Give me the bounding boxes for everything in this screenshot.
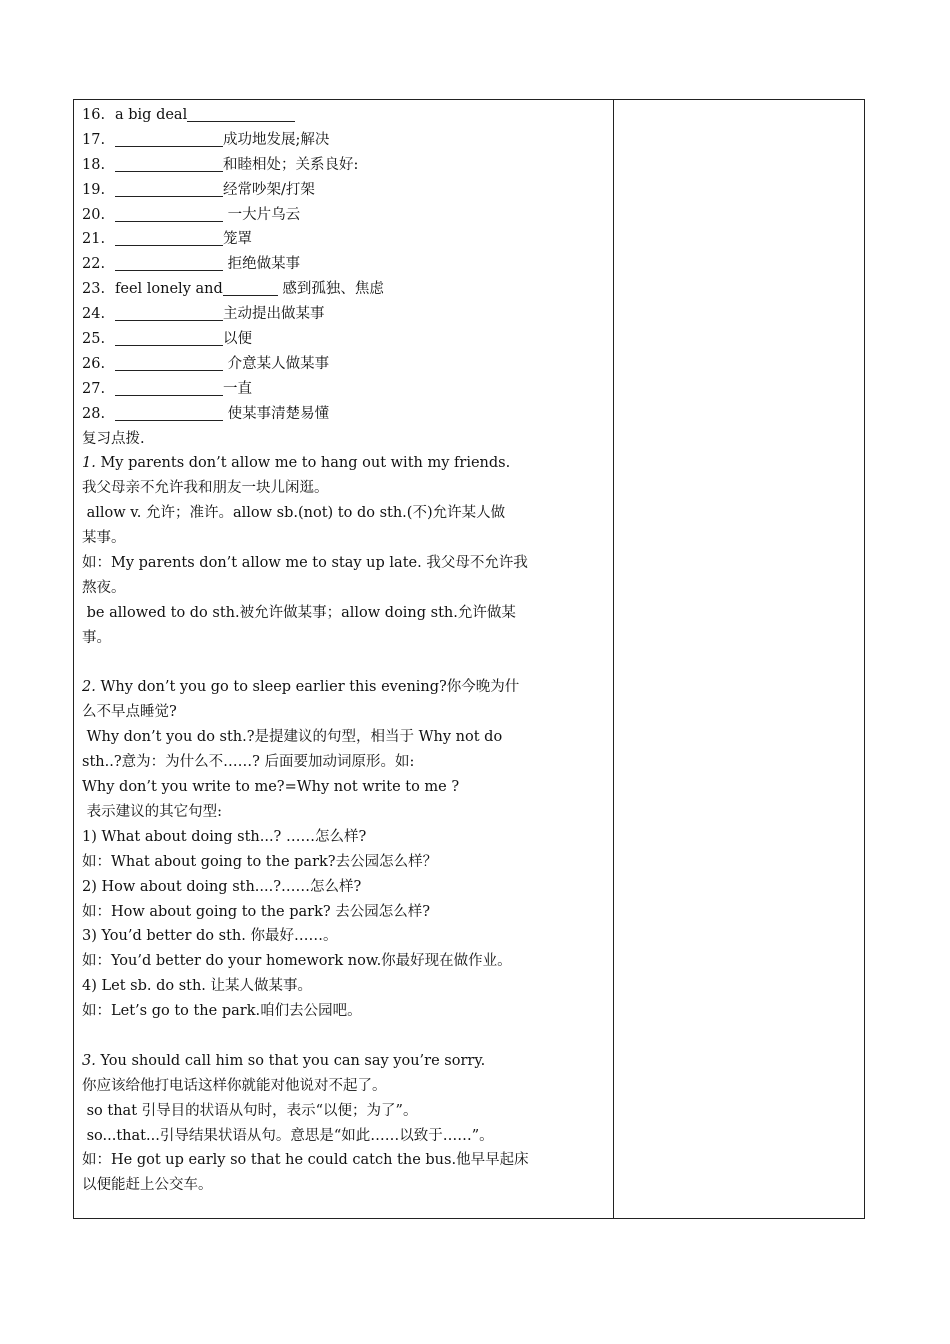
vocab-item bbox=[82, 203, 606, 228]
fill-in-blank[interactable] bbox=[115, 355, 223, 371]
review-point-sentence bbox=[82, 1049, 606, 1074]
vocab-item bbox=[82, 327, 606, 352]
blank-line bbox=[82, 1024, 606, 1049]
vocab-item bbox=[82, 153, 606, 178]
vocab-number: 18. bbox=[82, 156, 106, 173]
note-line: 如：Let’s go to the park.咱们去公园吧。 bbox=[82, 1003, 362, 1020]
note-line: so...that...引导结果状语从句。意思是“如此……以致于……”。 bbox=[82, 1127, 494, 1144]
note-line: 如：You’d better do your homework now.你最好现在做作业。 bbox=[82, 953, 512, 970]
review-point-number: 3. bbox=[82, 1052, 96, 1069]
note-line: 某事。 bbox=[82, 530, 126, 547]
vocab-item bbox=[82, 252, 606, 277]
note-line: Why don’t you do sth.?是提建议的句型，相当于 Why not do bbox=[82, 729, 503, 746]
vocab-number: 20. bbox=[82, 206, 106, 223]
fill-in-blank[interactable] bbox=[115, 230, 223, 246]
note-line: 么不早点睡觉? bbox=[82, 704, 177, 721]
vocab-number: 24. bbox=[82, 306, 106, 323]
vocab-item bbox=[82, 103, 606, 128]
vocab-item bbox=[82, 302, 606, 327]
vocab-meaning: 主动提出做某事 bbox=[223, 306, 325, 323]
vocab-item bbox=[82, 402, 606, 427]
vocab-meaning: 一直 bbox=[223, 380, 252, 397]
vocab-number: 28. bbox=[82, 405, 106, 422]
fill-in-blank[interactable] bbox=[223, 280, 278, 296]
review-point-number: 2. bbox=[82, 679, 96, 696]
vocab-item bbox=[82, 277, 606, 302]
note-line: 2) How about doing sth....?……怎么样? bbox=[82, 878, 362, 895]
content-table bbox=[73, 99, 865, 1219]
vocab-number: 16. bbox=[82, 107, 106, 123]
vocab-number: 21. bbox=[82, 231, 106, 248]
vocab-meaning: 和睦相处；关系良好: bbox=[223, 156, 359, 173]
note-line: allow v. 允许；准许。allow sb.(not) to do sth.(不)允许某人做 bbox=[82, 505, 506, 522]
vocab-number: 26. bbox=[82, 355, 106, 372]
note-line: sth..?意为：为什么不……? 后面要加动词原形。如: bbox=[82, 754, 415, 771]
vocab-item bbox=[82, 352, 606, 377]
vocab-number: 25. bbox=[82, 331, 106, 348]
fill-in-blank[interactable] bbox=[115, 305, 223, 321]
fill-in-blank[interactable] bbox=[115, 206, 223, 222]
fill-in-blank[interactable] bbox=[115, 330, 223, 346]
vocab-item bbox=[82, 227, 606, 252]
review-point-number: 1. bbox=[82, 455, 96, 472]
vocab-meaning: 笼罩 bbox=[223, 231, 252, 248]
note-line: 1) What about doing sth...? ……怎么样? bbox=[82, 828, 367, 845]
note-line: 我父母亲不允许我和朋友一块儿闲逛。 bbox=[82, 480, 329, 497]
note-line: so that 引导目的状语从句时，表示“以便；为了”。 bbox=[82, 1102, 418, 1119]
vocab-meaning: 使某事清楚易懂 bbox=[223, 405, 330, 422]
vocab-meaning: 拒绝做某事 bbox=[223, 256, 301, 273]
vocab-meaning: 介意某人做某事 bbox=[223, 355, 330, 372]
note-line: be allowed to do sth.被允许做某事；allow doing sth.允许做某 bbox=[82, 604, 516, 621]
fill-in-blank[interactable] bbox=[115, 380, 223, 396]
vocab-meaning: 以便 bbox=[223, 331, 252, 348]
fill-in-blank[interactable] bbox=[187, 106, 295, 122]
right-column-empty bbox=[614, 100, 864, 1218]
vocab-number: 27. bbox=[82, 380, 106, 397]
note-line: 你应该给他打电话这样你就能对他说对不起了。 bbox=[82, 1077, 387, 1094]
vocab-meaning: 一大片乌云 bbox=[223, 206, 301, 223]
review-point-text: Why don’t you go to sleep earlier this evening?你今晚为什 bbox=[95, 679, 520, 696]
note-line: 表示建议的其它句型: bbox=[82, 803, 222, 820]
vocab-meaning: 经常吵架/打架 bbox=[223, 181, 315, 198]
fill-in-blank[interactable] bbox=[115, 156, 223, 172]
note-line: 4) Let sb. do sth. 让某人做某事。 bbox=[82, 978, 313, 995]
note-line: 如：What about going to the park?去公园怎么样？ bbox=[82, 853, 438, 870]
vocab-number: 22. bbox=[82, 256, 106, 273]
fill-in-blank[interactable] bbox=[115, 181, 223, 197]
vocab-item bbox=[82, 377, 606, 402]
vocab-meaning: 成功地发展;解决 bbox=[223, 131, 330, 148]
note-line: 如：He got up early so that he could catch the bus.他早早起床 bbox=[82, 1152, 529, 1169]
fill-in-blank[interactable] bbox=[115, 131, 223, 147]
note-line: 如：My parents don’t allow me to stay up late. 我父母不允许我 bbox=[82, 555, 528, 572]
fill-in-blank[interactable] bbox=[115, 255, 223, 271]
vocab-item bbox=[82, 128, 606, 153]
vocab-prefix-text: a big deal bbox=[115, 107, 188, 123]
vocab-number: 23. bbox=[82, 281, 106, 298]
note-line: 事。 bbox=[82, 629, 111, 646]
review-point-sentence bbox=[82, 451, 606, 476]
review-heading: 复习点拨. bbox=[82, 430, 145, 447]
review-point-text: You should call him so that you can say you’re sorry. bbox=[95, 1052, 486, 1069]
note-line: 3) You’d better do sth. 你最好……。 bbox=[82, 928, 338, 945]
blank-line bbox=[82, 651, 606, 676]
vocab-item bbox=[82, 178, 606, 203]
fill-in-blank[interactable] bbox=[115, 405, 223, 421]
review-point-sentence bbox=[82, 675, 606, 700]
note-line: 如：How about going to the park? 去公园怎么样? bbox=[82, 903, 431, 920]
note-line: 以便能赶上公交车。 bbox=[82, 1177, 213, 1194]
left-column bbox=[82, 103, 606, 1198]
vocab-meaning: 感到孤独、焦虑 bbox=[277, 281, 384, 298]
review-point-text: My parents don’t allow me to hang out with my friends. bbox=[95, 455, 511, 472]
note-line: Why don’t you write to me?=Why not write to me ? bbox=[82, 779, 460, 796]
vocab-number: 19. bbox=[82, 181, 106, 198]
note-line: 熬夜。 bbox=[82, 579, 126, 596]
vocab-number: 17. bbox=[82, 131, 106, 148]
vocab-prefix-text: feel lonely and bbox=[115, 281, 223, 298]
